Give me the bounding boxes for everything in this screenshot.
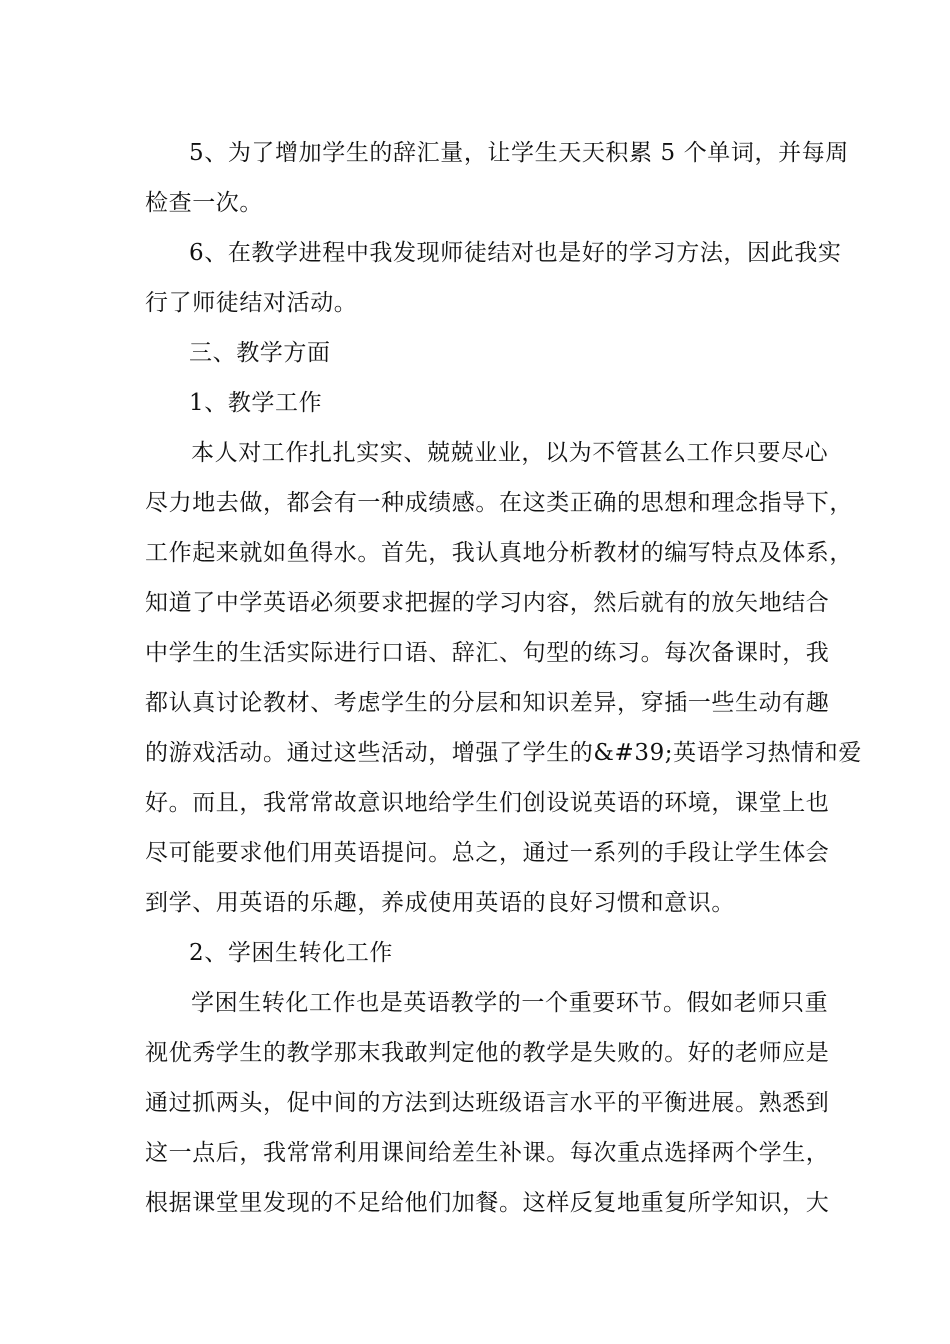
text-line: 中学生的生活实际进行口语、辞汇、句型的练习。每次备课时，我 (145, 640, 830, 666)
text-line: 检查一次。 (145, 190, 263, 216)
subheading-struggling-students (145, 928, 809, 978)
text-line: 工作起来就如鱼得水。首先，我认真地分析教材的编写特点及体系， (145, 540, 853, 566)
text-line: 到学、用英语的乐趣，养成使用英语的良好习惯和意识。 (145, 890, 735, 916)
document-page (145, 128, 862, 1228)
paragraph-struggling-students (145, 978, 830, 1228)
text-line: 5、为了增加学生的辞汇量，让学生天天积累 5 个单词，并每周 (189, 140, 849, 166)
text-line: 1、教学工作 (189, 390, 323, 416)
paragraph-teaching-work (145, 428, 862, 928)
text-line: 行了师徒结对活动。 (145, 290, 358, 316)
section-heading-teaching (145, 328, 809, 378)
subheading-teaching-work (145, 378, 809, 428)
text-line: 好。而且，我常常故意识地给学生们创设说英语的环境，课堂上也 (145, 790, 830, 816)
text-line: 尽力地去做，都会有一种成绩感。在这类正确的思想和理念指导下， (145, 490, 853, 516)
paragraph-item-6 (145, 228, 842, 328)
text-line: 知道了中学英语必须要求把握的学习内容，然后就有的放矢地结合 (145, 590, 830, 616)
paragraph-item-5 (145, 128, 849, 228)
text-line: 2、学困生转化工作 (189, 940, 394, 966)
text-line: 根据课堂里发现的不足给他们加餐。这样反复地重复所学知识，大 (145, 1190, 830, 1216)
text-line: 6、在教学进程中我发现师徒结对也是好的学习方法，因此我实 (189, 240, 842, 266)
text-line: 都认真讨论教材、考虑学生的分层和知识差异，穿插一些生动有趣 (145, 690, 830, 716)
text-line: 本人对工作扎扎实实、兢兢业业，以为不管甚么工作只要尽心 (191, 440, 829, 466)
text-line: 学困生转化工作也是英语教学的一个重要环节。假如老师只重 (191, 990, 829, 1016)
text-line: 通过抓两头，促中间的方法到达班级语言水平的平衡进展。熟悉到 (145, 1090, 830, 1116)
text-line: 尽可能要求他们用英语提问。总之，通过一系列的手段让学生体会 (145, 840, 830, 866)
text-line: 这一点后，我常常利用课间给差生补课。每次重点选择两个学生， (145, 1140, 830, 1166)
text-line: 视优秀学生的教学那末我敢判定他的教学是失败的。好的老师应是 (145, 1040, 830, 1066)
text-line: 的游戏活动。通过这些活动，增强了学生的&#39;英语学习热情和爱 (145, 740, 862, 766)
text-line: 三、教学方面 (189, 340, 331, 366)
